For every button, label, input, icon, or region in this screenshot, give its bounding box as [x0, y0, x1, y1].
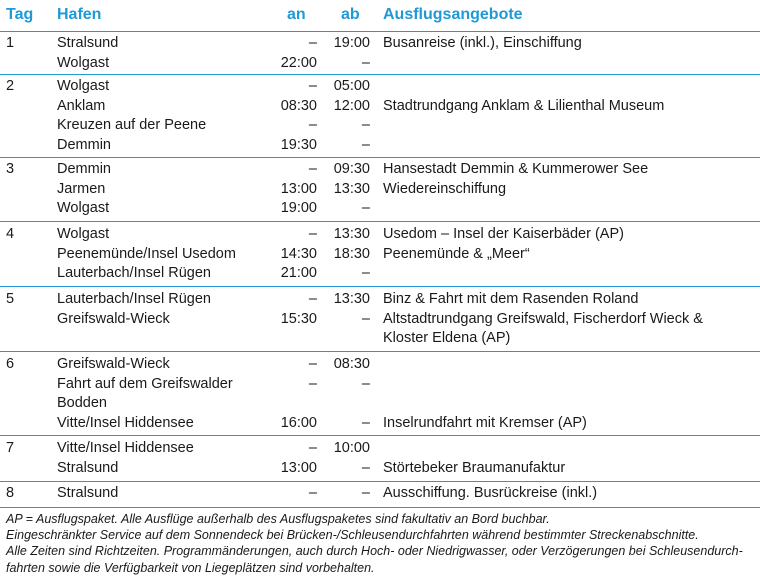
port-name: Lauterbach/Insel Rügen [57, 291, 211, 307]
departure-time: – [361, 310, 370, 327]
departure-time: 09:30 [333, 161, 370, 177]
excursion-text: Busanreise (inkl.), Einschiffung [383, 35, 582, 51]
excursion-text: Hansestadt Demmin & Kummerower See [383, 161, 649, 177]
port-column [57, 439, 194, 478]
day-number: 7 [6, 440, 15, 456]
port-name: Fahrt auf dem Greifswalder [57, 375, 233, 392]
arrival-column [262, 355, 317, 433]
header-an: an [287, 6, 306, 23]
port-name: Wolgast [57, 200, 110, 216]
arrival-time: – [308, 226, 317, 242]
excursion-column [383, 225, 624, 284]
arrival-column [262, 160, 317, 219]
port-name: Vitte/Insel Hiddensee [57, 414, 194, 431]
arrival-time: – [308, 78, 317, 94]
excursion-text [383, 136, 664, 156]
excursion-column [383, 439, 565, 478]
excursion-text: Peenemünde & „Meer“ [383, 245, 530, 262]
excursion-text: Störtebeker Braumanufaktur [383, 459, 566, 476]
departure-column [322, 355, 370, 433]
departure-column [322, 439, 370, 478]
port-column [57, 290, 211, 349]
port-name: Lauterbach/Insel Rügen [57, 265, 211, 281]
port-name: Jarmen [57, 180, 106, 197]
port-name: Kreuzen auf der Peene [57, 117, 207, 133]
day-number: 1 [6, 35, 15, 51]
arrival-column [262, 225, 317, 284]
departure-time: – [361, 375, 370, 392]
arrival-time [262, 329, 317, 349]
port-name [57, 329, 211, 349]
excursion-column [383, 355, 587, 433]
arrival-time: – [308, 291, 317, 307]
divider [0, 74, 760, 75]
departure-column [322, 34, 370, 73]
port-column [57, 160, 111, 219]
divider [0, 351, 760, 352]
departure-time [322, 329, 370, 349]
divider [0, 157, 760, 158]
arrival-column [262, 34, 317, 73]
excursion-text: Ausschiffung. Busrückreise (inkl.) [383, 485, 598, 501]
divider [0, 286, 760, 287]
departure-column [322, 77, 370, 155]
port-name: Demmin [57, 136, 111, 153]
port-name: Stralsund [57, 35, 119, 51]
divider [0, 481, 760, 482]
arrival-column [262, 439, 317, 478]
departure-time: – [361, 485, 370, 501]
table-header [0, 0, 760, 31]
header-tag: Tag [6, 6, 34, 23]
departure-time: 13:30 [333, 226, 370, 242]
excursion-text [383, 77, 664, 97]
arrival-time: 15:30 [280, 310, 317, 327]
excursion-text: Binz & Fahrt mit dem Rasenden Roland [383, 291, 639, 307]
arrival-time: – [308, 375, 317, 392]
excursion-column [383, 290, 703, 349]
arrival-time: – [308, 161, 317, 177]
departure-time: 08:30 [333, 356, 370, 372]
departure-time [322, 394, 370, 414]
day-number: 6 [6, 356, 15, 372]
arrival-time: 16:00 [280, 414, 317, 431]
excursion-text [383, 116, 664, 136]
port-name: Peenemünde/Insel Usedom [57, 245, 236, 262]
day-number: 3 [6, 161, 15, 177]
arrival-time: – [308, 440, 317, 456]
port-name: Wolgast [57, 54, 110, 71]
excursion-text: Altstadtrundgang Greifswald, Fischerdorf Wieck & [383, 310, 703, 327]
excursion-text [383, 54, 582, 74]
day-number: 8 [6, 485, 15, 501]
departure-time: 18:30 [333, 245, 370, 262]
divider [0, 435, 760, 436]
arrival-time: – [308, 35, 317, 51]
arrival-column [262, 77, 317, 155]
arrival-time: – [308, 485, 317, 501]
departure-column [322, 290, 370, 349]
excursion-text [383, 439, 565, 459]
excursion-column [383, 77, 664, 155]
footnote: Alle Zeiten sind Richtzeiten. Programmänderungen, auch durch Hoch- oder Niedrigwasser, oder Verzögerungen bei Schleusendurch- [6, 544, 743, 559]
excursion-text [383, 355, 587, 375]
arrival-time: 22:00 [280, 54, 317, 71]
port-column [57, 355, 233, 433]
day-number: 5 [6, 291, 15, 307]
excursion-text [383, 375, 587, 395]
port-name: Vitte/Insel Hiddensee [57, 440, 194, 456]
port-name: Stralsund [57, 485, 119, 501]
arrival-time: 21:00 [280, 265, 317, 281]
port-name: Demmin [57, 161, 111, 177]
excursion-text: Inselrundfahrt mit Kremser (AP) [383, 414, 587, 431]
port-column [57, 225, 236, 284]
port-name: Stralsund [57, 459, 119, 476]
footnote: Eingeschränkter Service auf dem Sonnendeck bei Brücken-/Schleusendurchfahrten während bestimmter Streckenabschnitte. [6, 528, 699, 543]
port-name: Greifswald-Wieck [57, 310, 170, 327]
header-ausfluege: Ausflugsangebote [383, 6, 523, 23]
arrival-time: – [308, 117, 317, 133]
port-column [57, 34, 118, 73]
day-number: 4 [6, 226, 15, 242]
arrival-time: 13:00 [280, 459, 317, 476]
excursion-text [383, 264, 624, 284]
arrival-column [262, 290, 317, 349]
arrival-time: 08:30 [280, 97, 317, 114]
excursion-text: Usedom – Insel der Kaiserbäder (AP) [383, 226, 624, 242]
port-column [57, 484, 118, 504]
excursion-text: Wiedereinschiffung [383, 180, 507, 197]
arrival-time: – [308, 356, 317, 372]
departure-time: – [361, 117, 370, 133]
departure-column [322, 225, 370, 284]
header-ab: ab [341, 6, 360, 23]
excursion-text: Stadtrundgang Anklam & Lilienthal Museum [383, 97, 665, 114]
departure-time: 13:30 [333, 180, 370, 197]
arrival-time: 19:30 [280, 136, 317, 153]
departure-time: 10:00 [333, 440, 370, 456]
excursion-column [383, 160, 648, 219]
divider [0, 507, 760, 508]
excursion-column [383, 34, 582, 73]
departure-time: – [361, 136, 370, 153]
day-number: 2 [6, 78, 15, 94]
departure-time: – [361, 459, 370, 476]
footnote: AP = Ausflugspaket. Alle Ausflüge außerhalb des Ausflugspaketes sind fakultativ an Bord buchbar. [6, 512, 550, 526]
departure-time: 05:00 [333, 78, 370, 94]
arrival-time: 19:00 [280, 200, 317, 216]
departure-column [322, 484, 370, 504]
port-name: Anklam [57, 97, 106, 114]
departure-time: 12:00 [333, 97, 370, 114]
excursion-text [383, 394, 587, 414]
departure-time: 19:00 [333, 35, 370, 51]
divider [0, 221, 760, 222]
port-name: Bodden [57, 395, 107, 411]
departure-time: – [361, 54, 370, 71]
arrival-column [262, 484, 317, 504]
port-name: Greifswald-Wieck [57, 356, 170, 372]
departure-time: 13:30 [333, 291, 370, 307]
arrival-time: 14:30 [280, 245, 317, 262]
departure-column [322, 160, 370, 219]
port-name: Wolgast [57, 226, 110, 242]
arrival-time: 13:00 [280, 180, 317, 197]
excursion-text: Kloster Eldena (AP) [383, 330, 511, 346]
excursion-text [383, 199, 648, 219]
departure-time: – [361, 265, 370, 281]
departure-time: – [361, 414, 370, 431]
port-name: Wolgast [57, 78, 110, 94]
departure-time: – [361, 200, 370, 216]
port-column [57, 77, 206, 155]
header-hafen: Hafen [57, 6, 102, 23]
excursion-column [383, 484, 597, 504]
footnote: fahrten sowie die Verfügbarkeit von Liegeplätzen sind vorbehalten. [6, 560, 375, 575]
arrival-time [262, 394, 317, 414]
divider [0, 31, 760, 32]
footnotes [6, 511, 758, 576]
